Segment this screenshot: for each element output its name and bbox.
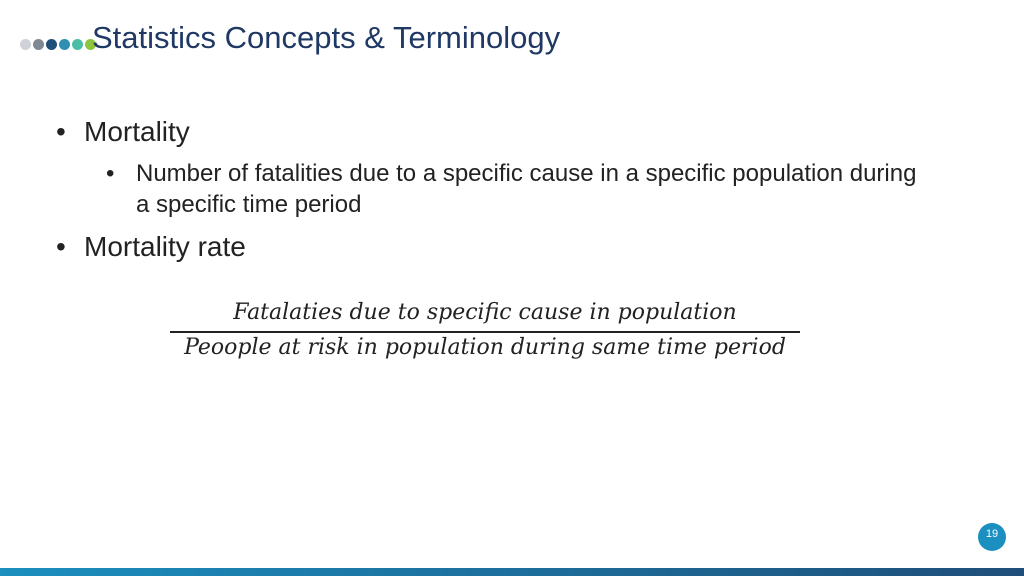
decoration-dot (46, 39, 57, 50)
decoration-dot (20, 39, 31, 50)
bottom-accent-bar (0, 568, 1024, 576)
slide-title: Statistics Concepts & Terminology (92, 20, 561, 55)
header-decoration-dots (20, 39, 96, 50)
decoration-dot (33, 39, 44, 50)
decoration-dot (59, 39, 70, 50)
sub-bullet-mortality-definition (106, 158, 926, 220)
bullet-mark: • (56, 116, 66, 147)
bullet-text: Mortality rate (84, 231, 246, 262)
bullet-mark: • (56, 231, 66, 262)
mortality-rate-formula (170, 300, 800, 360)
sub-bullet-text: Number of fatalities due to a specific cause in a specific population during a specific time period (136, 160, 917, 218)
bullet-mark: • (106, 160, 115, 187)
formula-denominator: Peoople at risk in population during same time period (184, 335, 786, 360)
bullet-text: Mortality (84, 116, 190, 147)
page-number-badge: 19 (978, 523, 1006, 551)
formula-numerator: Fatalaties due to specific cause in population (233, 300, 737, 325)
decoration-dot (72, 39, 83, 50)
